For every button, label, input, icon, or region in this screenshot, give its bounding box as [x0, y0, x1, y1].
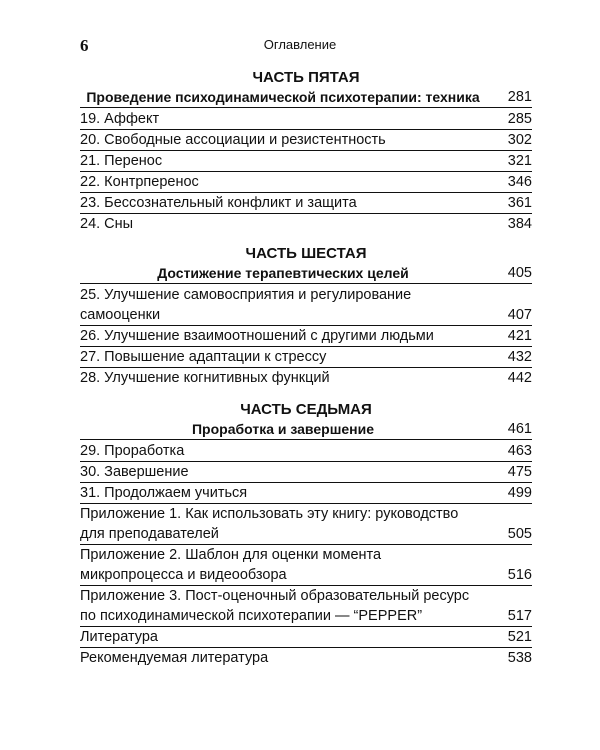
- toc-entry[interactable]: [80, 441, 532, 462]
- page-ref: 517: [507, 608, 532, 624]
- entry-label: 21. Перенос: [80, 153, 163, 169]
- part-title: ЧАСТЬ СЕДЬМАЯ: [240, 401, 372, 418]
- part-subtitle-row[interactable]: [80, 87, 532, 108]
- page-ref: 521: [507, 629, 532, 645]
- page-ref: 432: [507, 349, 532, 365]
- toc-entry[interactable]: [80, 285, 532, 326]
- page-ref: 302: [507, 132, 532, 148]
- page-ref: 321: [507, 153, 532, 169]
- toc-entry[interactable]: [80, 347, 532, 368]
- part-title: ЧАСТЬ ШЕСТАЯ: [245, 245, 367, 262]
- toc-entry[interactable]: [80, 648, 532, 668]
- toc-entry[interactable]: [80, 462, 532, 483]
- entry-label: 25. Улучшение самовосприятия и регулирование самооценки: [80, 287, 412, 323]
- part-subtitle: Достижение терапевтических целей: [157, 265, 409, 281]
- toc-entry[interactable]: [80, 326, 532, 347]
- entry-label: 20. Свободные ассоциации и резистентность: [80, 132, 386, 148]
- page-number: 6: [80, 36, 89, 55]
- entry-label: Приложение 3. Пост-оценочный образовательный ресурс по психодинамической психотерапии — “PEPPER”: [80, 588, 470, 624]
- page-ref: 442: [507, 370, 532, 386]
- page-ref: 499: [507, 485, 532, 501]
- page-ref: 346: [507, 174, 532, 190]
- entry-label: 31. Продолжаем учиться: [80, 485, 248, 501]
- toc-entry[interactable]: [80, 483, 532, 504]
- page-ref: 421: [507, 328, 532, 344]
- toc-entry[interactable]: [80, 504, 532, 545]
- entry-label: Рекомендуемая литература: [80, 650, 269, 666]
- toc-entry[interactable]: [80, 172, 532, 193]
- entry-label: 23. Бессознательный конфликт и защита: [80, 195, 357, 211]
- page-ref: 538: [507, 650, 532, 666]
- toc-entry[interactable]: [80, 151, 532, 172]
- entry-label: 19. Аффект: [80, 111, 160, 127]
- entry-label: 24. Сны: [80, 216, 134, 232]
- page-ref: 505: [507, 526, 532, 542]
- entry-label: 27. Повышение адаптации к стрессу: [80, 349, 327, 365]
- page-ref: 461: [507, 421, 532, 437]
- entry-label: 28. Улучшение когнитивных функций: [80, 370, 330, 386]
- part-subtitle-row[interactable]: [80, 263, 532, 284]
- entry-label: 26. Улучшение взаимоотношений с другими людьми: [80, 328, 434, 344]
- toc-entry[interactable]: [80, 130, 532, 151]
- toc-entry[interactable]: [80, 368, 532, 388]
- toc-entry[interactable]: [80, 627, 532, 648]
- running-title: Оглавление: [263, 37, 337, 52]
- toc-entry[interactable]: [80, 109, 532, 130]
- entry-label: Литература: [80, 629, 158, 645]
- page-ref: 405: [507, 265, 532, 281]
- part-title: ЧАСТЬ ПЯТАЯ: [252, 69, 360, 86]
- part-subtitle: Проработка и завершение: [191, 421, 374, 437]
- page-ref: 463: [507, 443, 532, 459]
- entry-label: 22. Контрперенос: [80, 174, 199, 190]
- page-ref: 475: [507, 464, 532, 480]
- part-subtitle-row[interactable]: [80, 419, 532, 440]
- entry-label: 30. Завершение: [80, 464, 189, 480]
- page-ref: 384: [507, 216, 532, 232]
- page-ref: 281: [507, 89, 532, 105]
- page-ref: 407: [507, 307, 532, 323]
- entry-label: 29. Проработка: [80, 443, 185, 459]
- page-ref: 285: [507, 111, 532, 127]
- page-header: [0, 36, 600, 56]
- part-subtitle: Проведение психодинамической психотерапии: техника: [86, 89, 480, 105]
- table-of-contents: [80, 68, 532, 668]
- toc-entry[interactable]: [80, 586, 532, 627]
- page-ref: 361: [507, 195, 532, 211]
- entry-label: Приложение 1. Как использовать эту книгу: руководство для преподавателей: [80, 506, 459, 542]
- toc-entry[interactable]: [80, 545, 532, 586]
- toc-entry[interactable]: [80, 193, 532, 214]
- entry-label: Приложение 2. Шаблон для оценки момента микропроцесса и видеообзора: [80, 547, 382, 583]
- toc-entry[interactable]: [80, 214, 532, 234]
- page-ref: 516: [507, 567, 532, 583]
